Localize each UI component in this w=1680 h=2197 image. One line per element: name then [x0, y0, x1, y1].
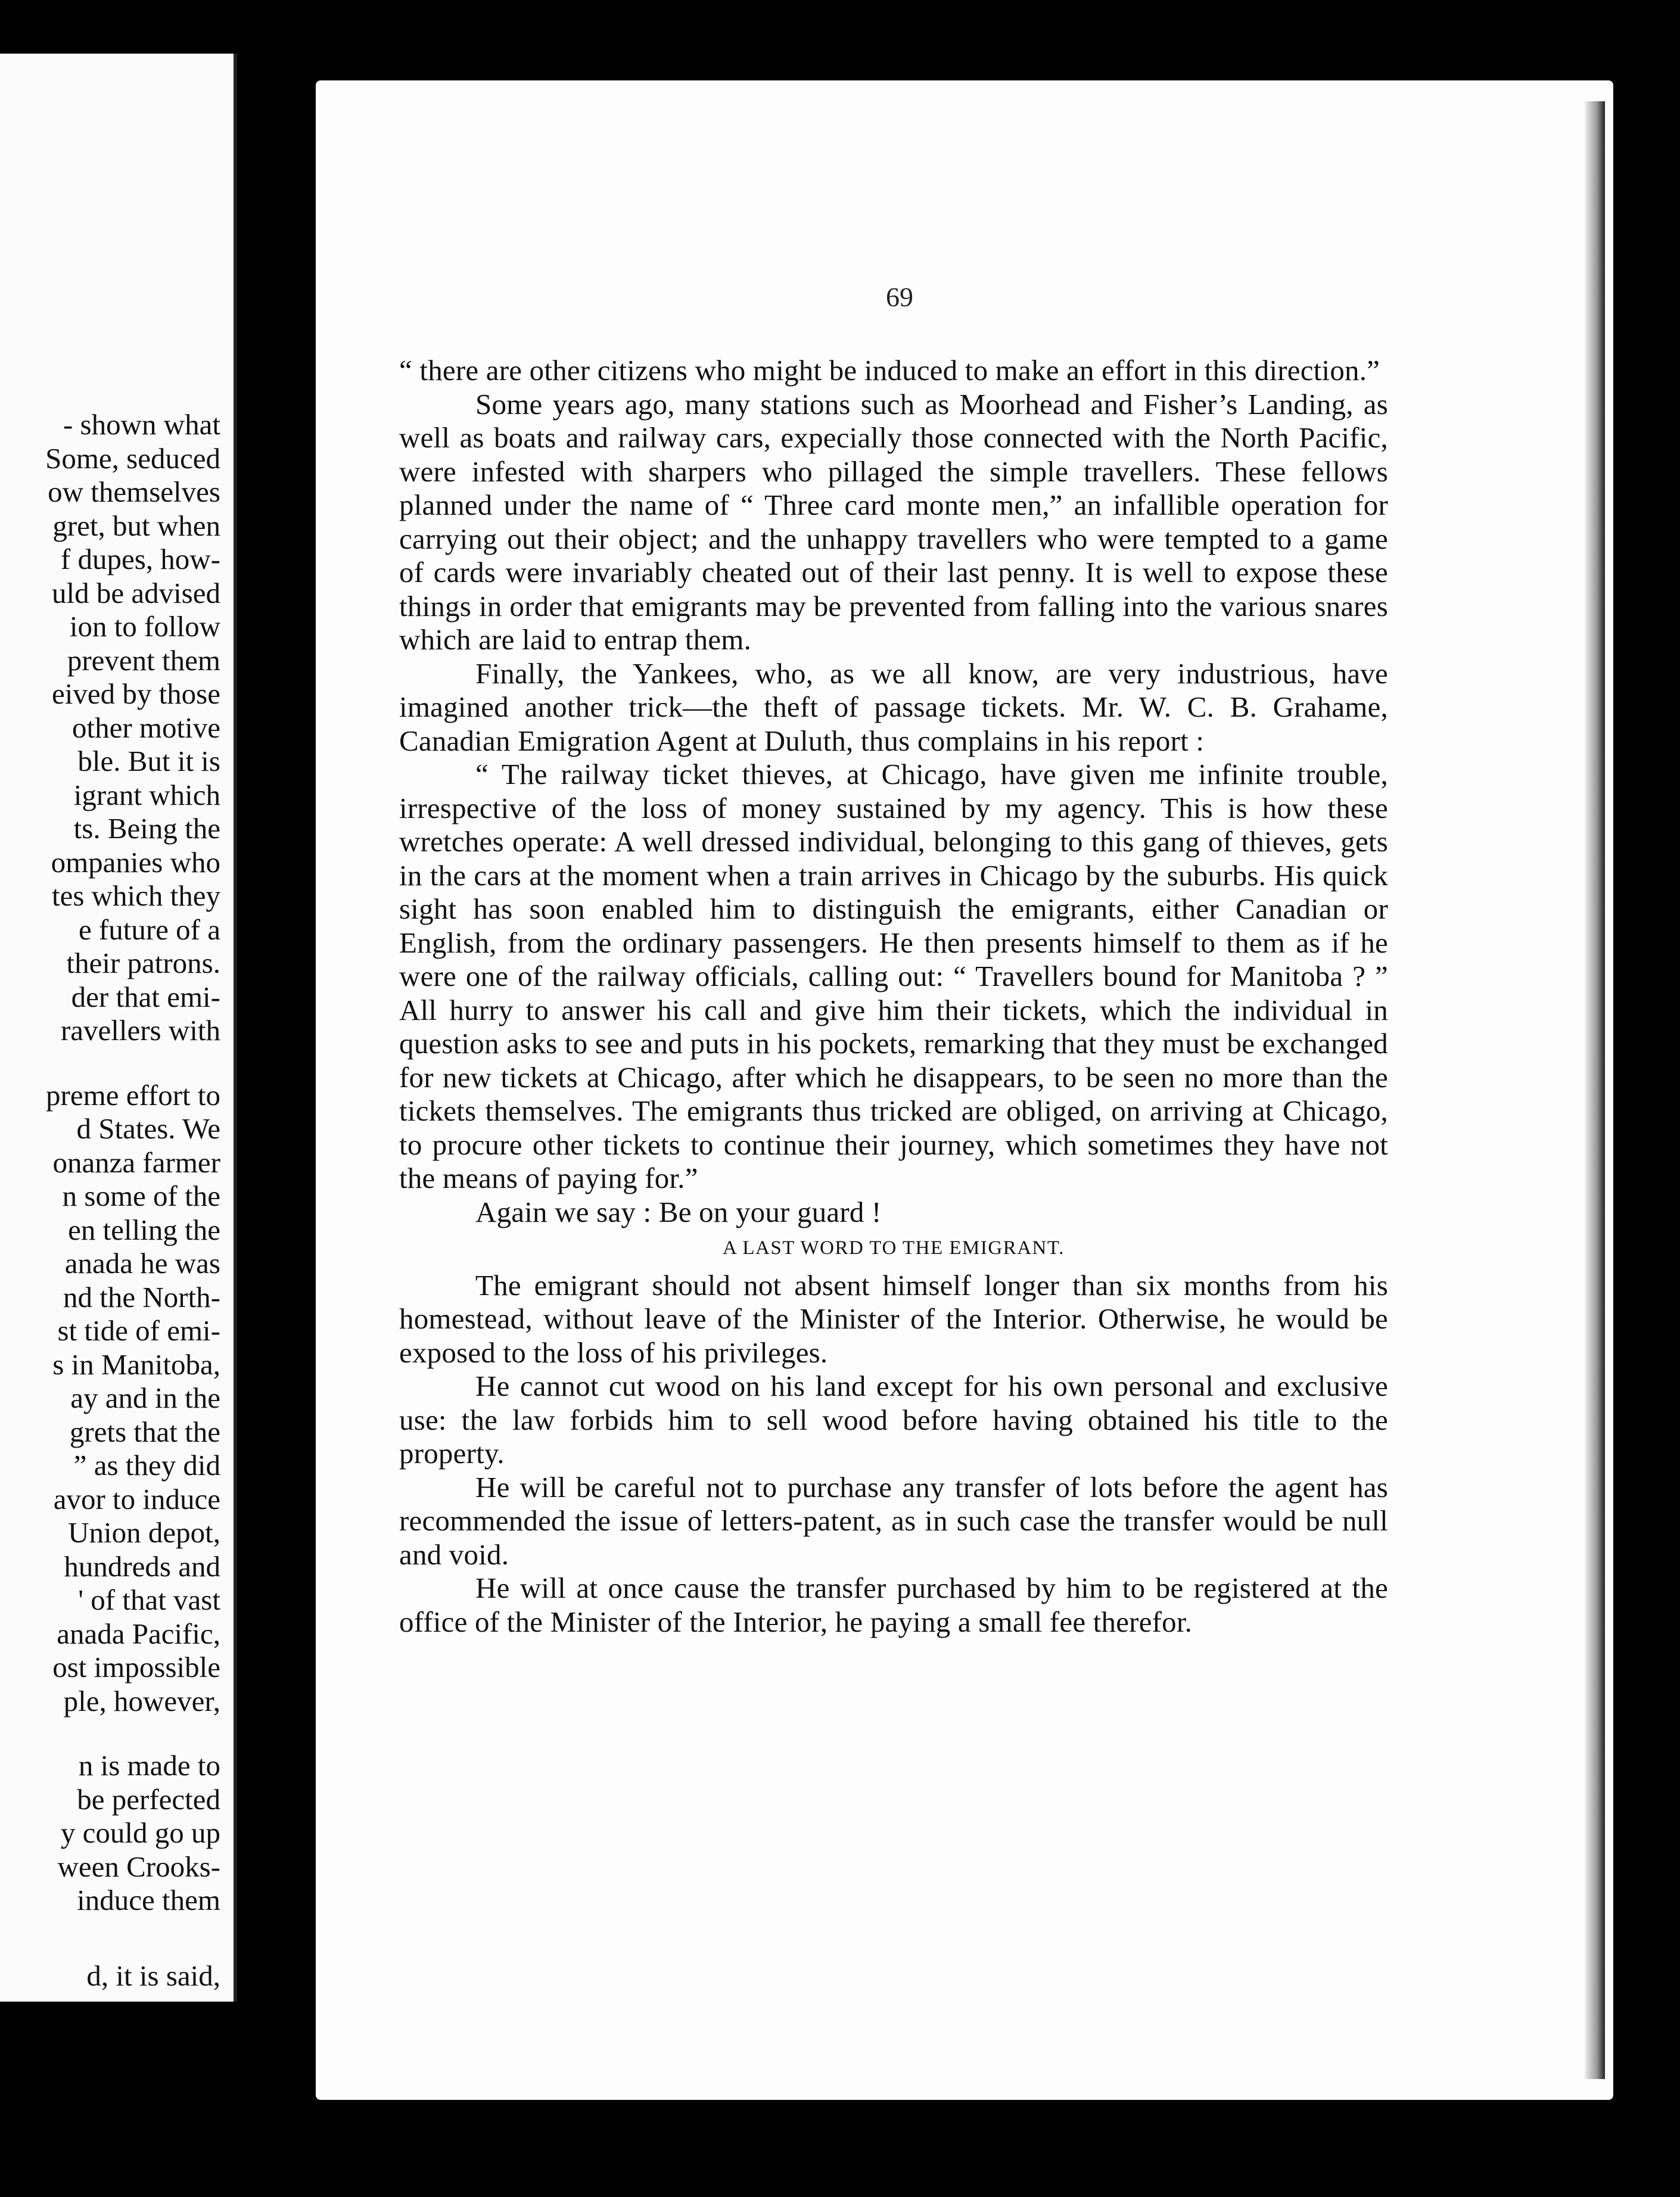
paragraph: “ there are other citizens who might be induced to make an effort in this direction.”	[399, 354, 1380, 387]
text-line: d States. We	[76, 1112, 220, 1145]
text-line: ravellers with	[60, 1014, 220, 1047]
text-line: s in Manitoba,	[52, 1348, 220, 1381]
text-line: their patrons.	[66, 947, 220, 979]
text-line: gret, but when	[52, 509, 220, 542]
text-line: ble. But it is	[77, 745, 220, 777]
text-line: n some of the	[62, 1180, 220, 1212]
paragraph: Again we say : Be on your guard !	[475, 1195, 882, 1228]
text-line: ow themselves	[48, 475, 220, 508]
text-line: d, it is said,	[86, 1959, 220, 1992]
paragraph: Some years ago, many stations such as Moorhead and Fisher’s Landing, as well as boats and railway cars, expecially those connected with the North Pacific, were infested with sharpers who pillaged the simple travellers. These fellows planned under the name of “ Three card monte men,” an infallible operation for carrying out their object; and the unhappy travellers who were tempted to a game of cards were invariably cheated out of their last penny. It is well to expose these things in order that emigrants may be prevented from falling into the various snares which are laid to entrap them.	[399, 387, 1388, 656]
quoted-paragraph: “ The railway ticket thieves, at Chicago, have given me infinite trouble, irrespective of the loss of money sustained by my agency. This is how these wretches operate: A well dressed individual, belonging to this gang of thieves, gets in the cars at the moment when a train arrives in Chicago by the suburbs. His quick sight has soon enabled him to distinguish the emigrants, either Canadian or English, from the ordinary passengers. He then presents himself to them as if he were one of the railway officials, calling out: “ Travellers bound for Manitoba ? ” All hurry to answer his call and give him their tickets, which the individual in question asks to see and puts in his pockets, remarking that they must be exchanged for new tickets at Chicago, after which he disappears, to be seen no more than the tickets themselves. The emigrants thus tricked are obliged, on arriving at Chicago, to procure other tickets to continue their journey, which sometimes they have not the means of paying for.”	[399, 758, 1388, 1194]
paragraph: The emigrant should not absent himself longer than six months from his homestead, without leave of the Minister of the Interior. Otherwise, he would be exposed to the loss of his privileges.	[399, 1268, 1388, 1369]
paragraph-gap	[0, 1918, 220, 1959]
page-edge-shadow	[1585, 101, 1605, 2079]
text-line: - shown what	[63, 408, 220, 441]
text-line: eived by those	[51, 677, 220, 710]
text-line: nd the North-	[63, 1280, 220, 1314]
text-line: avor to induce	[53, 1482, 220, 1516]
text-line: en telling the	[68, 1213, 220, 1246]
text-line: grets that the	[69, 1415, 220, 1448]
text-line: ween Crooks-	[57, 1850, 220, 1883]
paragraph: He cannot cut wood on his land except for his own personal and exclusive use: the law forbids him to sell wood before having obtained his title to the property.	[399, 1370, 1388, 1470]
text-line: ts. Being the	[73, 812, 220, 845]
paragraph: He will be careful not to purchase any transfer of lots before the agent has recommended the issue of letters-patent, as in such case the transfer would be null and void.	[399, 1470, 1388, 1571]
page-body	[399, 354, 1388, 1639]
text-line: induce them	[77, 1884, 220, 1916]
text-line: Some, seduced	[45, 441, 220, 475]
text-line: e future of a	[78, 913, 220, 946]
text-line: ' of that vast	[78, 1583, 220, 1616]
text-line: other motive	[71, 711, 220, 744]
text-line: Union depot,	[68, 1516, 220, 1549]
previous-page-text	[0, 408, 220, 1993]
text-line: n is made to	[78, 1749, 220, 1782]
text-line: ple, however,	[63, 1684, 220, 1717]
text-line: hundreds and	[64, 1549, 220, 1583]
previous-page	[0, 54, 237, 2002]
text-line: ay and in the	[70, 1381, 220, 1414]
text-line: ost impossible	[52, 1651, 220, 1683]
text-line: ompanies who	[51, 845, 220, 879]
text-line: preme effort to	[46, 1078, 220, 1112]
text-line: f dupes, how-	[60, 543, 220, 575]
text-line: igrant which	[73, 778, 220, 811]
text-line: st tide of emi-	[57, 1314, 220, 1347]
text-line: tes which they	[51, 879, 220, 912]
paragraph: He will at once cause the transfer purchased by him to be registered at the office of the Minister of the Interior, he paying a small fee therefor.	[399, 1571, 1388, 1638]
text-line: ” as they did	[73, 1449, 220, 1482]
text-line: prevent them	[67, 643, 220, 677]
text-line: onanza farmer	[52, 1146, 220, 1179]
text-line: der that emi-	[71, 980, 220, 1013]
text-line: anada he was	[64, 1247, 220, 1280]
page-number: 69	[886, 282, 913, 312]
text-line: ion to follow	[69, 610, 220, 643]
section-heading: A LAST WORD TO THE EMIGRANT.	[723, 1237, 1065, 1259]
paragraph-gap	[0, 1048, 220, 1079]
text-line: uld be advised	[51, 576, 220, 609]
paragraph-gap	[0, 1718, 220, 1749]
paragraph: Finally, the Yankees, who, as we all know, are very industrious, have imagined another trick—the theft of passage tickets. Mr. W. C. B. Grahame, Canadian Emigration Agent at Duluth, thus complains in his report :	[399, 656, 1388, 757]
text-line: be perfected	[77, 1782, 220, 1816]
text-line: y could go up	[60, 1816, 220, 1849]
text-line: anada Pacific,	[57, 1617, 220, 1650]
